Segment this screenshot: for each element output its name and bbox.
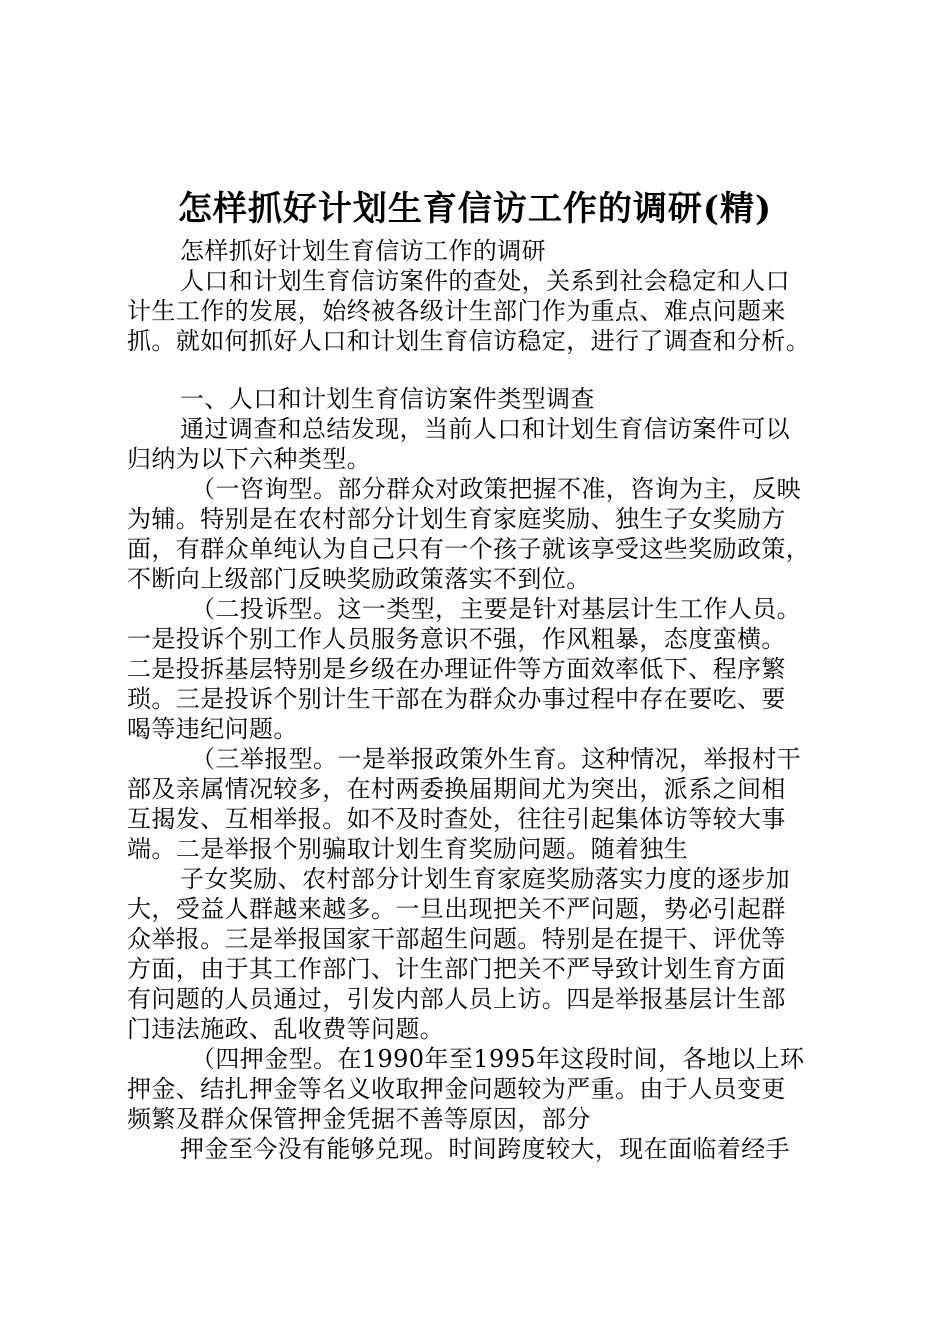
paragraph-line: 众举报。三是举报国家干部超生问题。特别是在提干、评优等 xyxy=(127,925,786,953)
paragraph-line: （四押金型。在1990年至1995年这段时间，各地以上环 xyxy=(191,1045,805,1073)
paragraph-line: 方面，由于其工作部门、计生部门把关不严导致计划生育方面 xyxy=(127,955,786,983)
paragraph-line: 归纳为以下六种类型。 xyxy=(127,445,371,473)
paragraph-line: 门违法施政、乱收费等问题。 xyxy=(127,1015,445,1043)
paragraph-spacer xyxy=(127,356,832,384)
section-heading: 一、人口和计划生育信访案件类型调查 xyxy=(180,385,595,413)
document-title: 怎样抓好计划生育信访工作的调研(精) xyxy=(177,189,773,229)
paragraph-line: 二是投拆基层特别是乡级在办理证件等方面效率低下、程序繁 xyxy=(127,655,786,683)
paragraph-line: （一咨询型。部分群众对政策把握不准，咨询为主，反映 xyxy=(191,475,801,503)
paragraph-line: 大，受益人群越来越多。一旦出现把关不严问题，势必引起群 xyxy=(127,895,786,923)
paragraph-line: 端。二是举报个别骗取计划生育奖励问题。随着独生 xyxy=(127,835,689,863)
paragraph-line: 部及亲属情况较多，在村两委换届期间尤为突出，派系之间相 xyxy=(127,775,786,803)
paragraph-line: 押金、结扎押金等名义收取押金问题较为严重。由于人员变更 xyxy=(127,1075,786,1103)
subtitle-line: 怎样抓好计划生育信访工作的调研 xyxy=(180,237,546,265)
paragraph-line: 押金至今没有能够兑现。时间跨度较大，现在面临着经手 xyxy=(180,1135,790,1163)
paragraph-line: 计生工作的发展，始终被各级计生部门作为重点、难点问题来 xyxy=(127,297,786,325)
paragraph-line: 抓。就如何抓好人口和计划生育信访稳定，进行了调查和分析。 xyxy=(127,327,811,355)
paragraph-line: 喝等违纪问题。 xyxy=(127,715,298,743)
paragraph-line: 互揭发、互相举报。如不及时查处，往往引起集体访等较大事 xyxy=(127,805,786,833)
paragraph-line: （二投诉型。这一类型，主要是针对基层计生工作人员。 xyxy=(191,595,801,623)
paragraph-line: 频繁及群众保管押金凭据不善等原因，部分 xyxy=(127,1105,591,1133)
paragraph-line: 琐。三是投诉个别计生干部在为群众办事过程中存在要吃、要 xyxy=(127,685,786,713)
paragraph-line: 子女奖励、农村部分计划生育家庭奖励落实力度的逐步加 xyxy=(180,865,790,893)
paragraph-line: 一是投诉个别工作人员服务意识不强，作风粗暴，态度蛮横。 xyxy=(127,625,786,653)
paragraph-line: 人口和计划生育信访案件的查处，关系到社会稳定和人口 xyxy=(180,267,790,295)
paragraph-line: 有问题的人员通过，引发内部人员上访。四是举报基层计生部 xyxy=(127,985,786,1013)
paragraph-line: （三举报型。一是举报政策外生育。这种情况，举报村干 xyxy=(191,745,801,773)
paragraph-line: 为辅。特别是在农村部分计划生育家庭奖励、独生子女奖励方 xyxy=(127,505,786,533)
paragraph-line: 不断向上级部门反映奖励政策落实不到位。 xyxy=(127,565,591,593)
document-body xyxy=(127,236,832,1164)
paragraph-line: 通过调查和总结发现，当前人口和计划生育信访案件可以 xyxy=(180,415,790,443)
paragraph-line: 面，有群众单纯认为自己只有一个孩子就该享受这些奖励政策， xyxy=(127,535,811,563)
